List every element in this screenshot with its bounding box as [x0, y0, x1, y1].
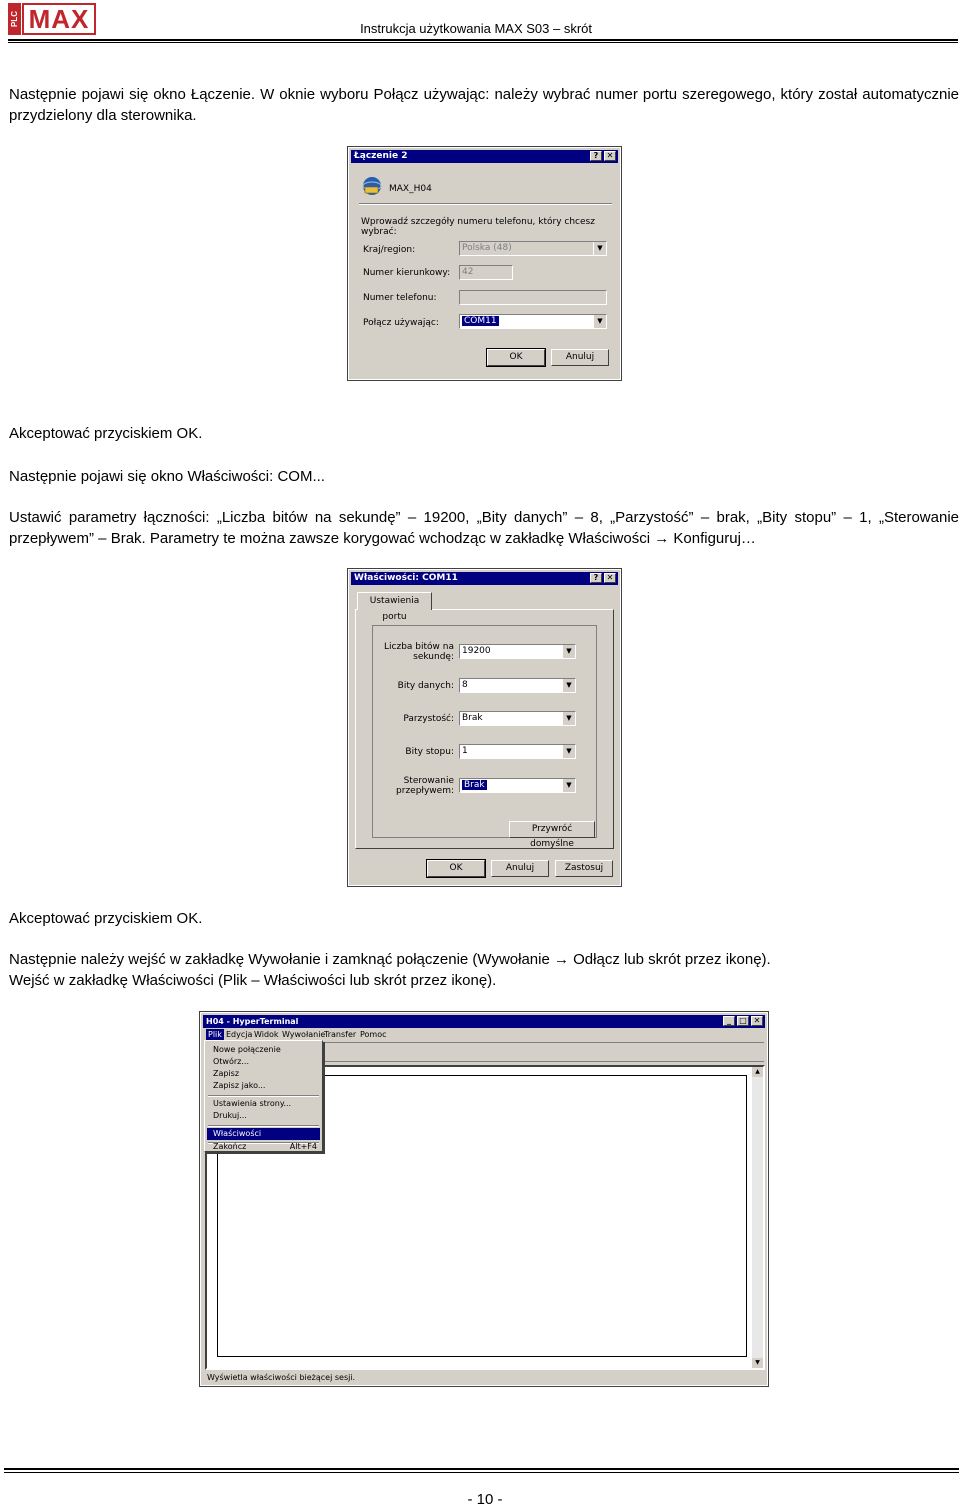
document-title: Instrukcja użytkowania MAX S03 – skrót: [360, 21, 592, 36]
chevron-down-icon[interactable]: ▼: [562, 779, 575, 792]
chevron-down-icon[interactable]: ▼: [562, 712, 575, 725]
apply-button[interactable]: Zastosuj: [555, 860, 613, 877]
chevron-down-icon[interactable]: ▼: [562, 745, 575, 758]
chevron-down-icon[interactable]: ▼: [562, 679, 575, 692]
scroll-up-icon[interactable]: ▲: [752, 1067, 763, 1077]
menu-item-exit[interactable]: [213, 1142, 319, 1152]
flow-control-value: Brak: [464, 780, 485, 790]
connect-dialog: [348, 147, 621, 380]
stop-bits-label: Bity stopu:: [405, 747, 454, 757]
flow-control-label: Sterowanie przepływem:: [396, 776, 454, 796]
country-select: [459, 241, 607, 256]
chevron-down-icon: ▼: [593, 242, 606, 255]
country-value: Polska (48): [462, 243, 512, 253]
data-bits-value: 8: [462, 680, 468, 690]
stop-bits-value: 1: [462, 746, 468, 756]
paragraph-4: Ustawić parametry łączności: „Liczba bitów na sekundę” – 19200, „Bity danych” – 8, „Parzystość” – brak, „Bity stopu” – 1, „Sterowanie przepływem” – Brak. Parametry te można zawsze korygować wchodząc w zakładkę Właściwości → Konfiguruj…: [9, 509, 959, 547]
paragraph-5: Akceptować przyciskiem OK.: [9, 910, 203, 927]
dialog-title: Łączenie 2: [354, 151, 408, 161]
connection-name: MAX_H04: [389, 184, 432, 194]
dialog-title-bar: [351, 150, 618, 163]
exit-label: Zakończ: [213, 1142, 247, 1151]
restore-defaults-button[interactable]: Przywróć domyślne: [509, 821, 595, 838]
chevron-down-icon[interactable]: ▼: [593, 315, 606, 328]
status-bar: Wyświetla właściwości bieżącej sesji.: [207, 1373, 356, 1382]
menu-item-new-connection[interactable]: Nowe połączenie: [213, 1045, 281, 1054]
file-menu: [204, 1040, 323, 1152]
close-icon[interactable]: ✕: [604, 573, 616, 583]
help-icon[interactable]: ?: [590, 151, 602, 161]
menu-separator: [208, 1095, 319, 1097]
header-rule: [8, 39, 958, 41]
data-bits-select[interactable]: [459, 678, 576, 693]
menu-item-print[interactable]: Drukuj...: [213, 1111, 247, 1120]
footer-rule-thin: [4, 1472, 959, 1473]
menu-separator: [208, 1125, 319, 1127]
exit-shortcut: Alt+F4: [289, 1142, 317, 1151]
ok-button[interactable]: OK: [427, 860, 485, 877]
menu-view[interactable]: Widok: [254, 1030, 279, 1039]
header-rule-thin: [8, 42, 958, 43]
phone-number-label: Numer telefonu:: [363, 293, 437, 303]
menu-call[interactable]: Wywołanie: [282, 1030, 326, 1039]
window-title: H04 - HyperTerminal: [206, 1017, 299, 1026]
window-title-bar: [203, 1015, 765, 1028]
menu-file[interactable]: Plik: [208, 1030, 222, 1039]
bits-per-second-value: 19200: [462, 646, 491, 656]
paragraph-3: Następnie pojawi się okno Właściwości: COM...: [9, 468, 325, 485]
bits-per-second-select[interactable]: [459, 644, 576, 659]
phone-number-input: [459, 290, 607, 305]
divider: [359, 203, 612, 205]
menu-item-page-setup[interactable]: Ustawienia strony...: [213, 1099, 292, 1108]
country-label: Kraj/region:: [363, 245, 416, 255]
menu-item-open[interactable]: Otwórz...: [213, 1057, 249, 1066]
port-properties-dialog: [348, 569, 621, 886]
tab-port-settings[interactable]: Ustawienia portu: [357, 592, 432, 610]
phone-connection-icon: [361, 175, 383, 197]
ok-button[interactable]: OK: [487, 349, 545, 366]
parity-label: Parzystość:: [403, 714, 454, 724]
maximize-icon[interactable]: □: [737, 1016, 749, 1026]
close-icon[interactable]: ✕: [604, 151, 616, 161]
parity-select[interactable]: [459, 711, 576, 726]
cancel-button[interactable]: Anuluj: [551, 349, 609, 366]
bits-per-second-label: Liczba bitów na sekundę:: [384, 642, 454, 662]
page-number: - 10 -: [467, 1491, 503, 1508]
help-icon[interactable]: ?: [590, 573, 602, 583]
menu-help[interactable]: Pomoc: [360, 1030, 387, 1039]
dialog-title: Właściwości: COM11: [354, 573, 458, 583]
menu-item-properties[interactable]: Właściwości: [207, 1128, 320, 1140]
close-icon[interactable]: ✕: [751, 1016, 763, 1026]
menu-item-save[interactable]: Zapisz: [213, 1069, 240, 1078]
instruction-text: Wprowadź szczegóły numeru telefonu, który chcesz wybrać:: [361, 217, 595, 237]
minimize-icon[interactable]: _: [723, 1016, 735, 1026]
paragraph-1: Następnie pojawi się okno Łączenie. W oknie wyboru Połącz używając: należy wybrać numer portu szeregowego, który został automatycznie przydzielony dla sterownika.: [9, 86, 959, 124]
logo-side-text: PLC: [8, 3, 21, 35]
hyperterminal-window: [200, 1012, 768, 1386]
menu-item-save-as[interactable]: Zapisz jako...: [213, 1081, 266, 1090]
company-logo: [8, 3, 96, 35]
flow-control-select[interactable]: [459, 778, 576, 793]
menu-transfer[interactable]: Transfer: [324, 1030, 357, 1039]
parity-value: Brak: [462, 713, 483, 723]
cancel-button[interactable]: Anuluj: [491, 860, 549, 877]
vertical-scrollbar[interactable]: [752, 1067, 763, 1368]
menu-edit[interactable]: Edycja: [226, 1030, 253, 1039]
scroll-down-icon[interactable]: ▼: [752, 1358, 763, 1368]
area-code-input: 42: [459, 265, 513, 280]
paragraph-2: Akceptować przyciskiem OK.: [9, 425, 203, 442]
stop-bits-select[interactable]: [459, 744, 576, 759]
chevron-down-icon[interactable]: ▼: [562, 645, 575, 658]
logo-main-text: MAX: [22, 3, 96, 35]
connect-using-select[interactable]: [459, 314, 607, 329]
paragraph-6: Następnie należy wejść w zakładkę Wywołanie i zamknąć połączenie (Wywołanie → Odłącz lub skrót przez ikonę).: [9, 951, 771, 968]
data-bits-label: Bity danych:: [397, 681, 454, 691]
footer-rule: [4, 1468, 959, 1470]
paragraph-7: Wejść w zakładkę Właściwości (Plik – Właściwości lub skrót przez ikonę).: [9, 972, 497, 989]
connect-using-label: Połącz używając:: [363, 318, 439, 328]
connect-using-value: COM11: [464, 316, 497, 326]
dialog-title-bar: [351, 572, 618, 585]
area-code-label: Numer kierunkowy:: [363, 268, 451, 278]
